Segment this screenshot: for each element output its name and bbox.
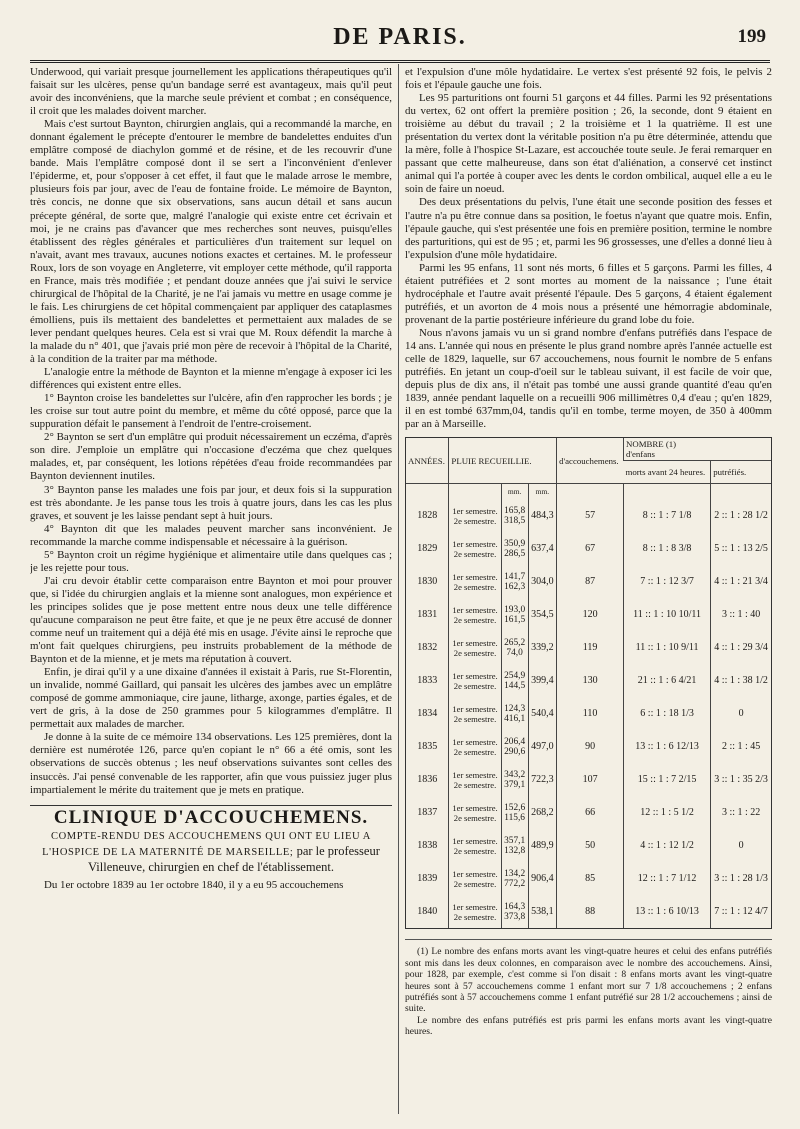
cell-morts: 8 :: 1 : 7 1/8 xyxy=(624,499,711,532)
cell-accouchemens: 90 xyxy=(557,730,624,763)
left-column xyxy=(30,66,392,1111)
semester-2-value: 373,8 xyxy=(504,911,526,922)
cell-morts: 11 :: 1 : 10 9/11 xyxy=(624,631,711,664)
semester-1-label: 1er semestre. xyxy=(452,703,498,714)
paragraph: Enfin, je dirai qu'il y a une dixaine d'années il existait à Paris, rue St-Florentin, un invalide, nommé Gaillard, qui pansait les ulcères des jambes avec un emplâtre composé de gomme ammoniaque, cire jaune, litharge, axonge, parties égales, et de vert de gris, à la dose de 250 grammes pour 5 kilogrammes d'emplâtre. Il permettait aux malades de marcher. xyxy=(30,666,392,731)
cell-accouchemens: 120 xyxy=(557,598,624,631)
cell-semesters xyxy=(449,499,501,532)
semester-1-value: 350,9 xyxy=(504,538,526,549)
cell-rain-total: 722,3 xyxy=(528,763,557,796)
footnote: (1) Le nombre des enfans morts avant les vingt-quatre heures et celui des enfans putréfiés sont mis dans les deux colonnes, en comparaison avec le nombre des accouchemens. Ainsi, pour 1828, par exemple, c'est comme si l'on disait : 8 enfans morts avant les vingt-quatre heures sont à 57 accouchemens comme 1 enfant mort sur 7 1/8 accouchemens ; 2 enfans putréfiés sont à 57 accouchemens comme 1 enfant putréfié sur 28 1/2 accouchemens ; ainsi de suite. xyxy=(405,946,772,1015)
cell-rain-total: 540,4 xyxy=(528,697,557,730)
cell-morts: 4 :: 1 : 12 1/2 xyxy=(624,829,711,862)
semester-2-label: 2e semestre. xyxy=(453,581,497,592)
header-accouchemens: d'accouchemens. xyxy=(557,438,624,484)
paragraph: Underwood, qui variait presque journellement les applications thérapeutiques qu'il faisait sur les ulcères, pense qu'un bandage serré est avantageux, mais qu'il peut avoir des inconvéniens, que la marche seule prévient et combat ; en conséquence, il croit que les malades doivent marcher. xyxy=(30,66,392,118)
cell-rain-total: 354,5 xyxy=(528,598,557,631)
running-title: DE PARIS. xyxy=(333,24,467,50)
cell-morts: 13 :: 1 : 6 12/13 xyxy=(624,730,711,763)
semester-2-label: 2e semestre. xyxy=(453,779,497,790)
semester-1-label: 1er semestre. xyxy=(452,538,498,549)
stats-table xyxy=(406,438,771,928)
header-rule xyxy=(30,60,770,63)
semester-2-label: 2e semestre. xyxy=(453,713,497,724)
cell-accouchemens: 87 xyxy=(557,565,624,598)
section-subtitle-rest: par le professeur Villeneuve, chirurgien en chef de l'établissement. xyxy=(88,843,380,874)
cell-putrefies: 3 :: 1 : 22 xyxy=(711,796,771,829)
cell-morts: 7 :: 1 : 12 3/7 xyxy=(624,565,711,598)
semester-1-value: 152,6 xyxy=(504,802,526,813)
cell-morts: 8 :: 1 : 8 3/8 xyxy=(624,532,711,565)
cell-semesters xyxy=(449,829,501,862)
unit-empty xyxy=(449,484,501,500)
cell-rain-values xyxy=(501,829,528,862)
cell-morts: 11 :: 1 : 10 10/11 xyxy=(624,598,711,631)
semester-1-value: 254,9 xyxy=(504,670,526,681)
right-column xyxy=(405,66,772,1111)
cell-rain-total: 497,0 xyxy=(528,730,557,763)
semester-1-label: 1er semestre. xyxy=(452,835,498,846)
table-row xyxy=(406,532,771,565)
cell-year: 1831 xyxy=(417,609,438,621)
cell-rain-total: 906,4 xyxy=(528,862,557,895)
semester-1-value: 164,3 xyxy=(504,901,526,912)
semester-1-value: 141,7 xyxy=(504,571,526,582)
semester-2-label: 2e semestre. xyxy=(453,878,497,889)
paragraph: Des deux présentations du pelvis, l'une était une seconde position des fesses et l'autre n'a pu être connue dans sa position, le foetus n'ayant que quatre mois. Enfin, l'épaule gauche, qui s'est présentée une fois en première position, termine le nombre des parturitions, qui est de 95 ; et, parmi les 96 grossesses, une d'elles a donné lieu à l'expulsion d'une môle hydatidaire. xyxy=(405,196,772,261)
page-header xyxy=(30,18,770,58)
semester-1-label: 1er semestre. xyxy=(452,868,498,879)
section-intro: Du 1er octobre 1839 au 1er octobre 1840, il y a eu 95 accouchemens xyxy=(44,878,344,891)
table-row xyxy=(406,664,771,697)
table-row xyxy=(406,829,771,862)
table-row xyxy=(406,631,771,664)
cell-rain-total: 304,0 xyxy=(528,565,557,598)
semester-1-label: 1er semestre. xyxy=(452,901,498,912)
semester-1-label: 1er semestre. xyxy=(452,670,498,681)
semester-1-value: 206,4 xyxy=(504,736,526,747)
semester-2-label: 2e semestre. xyxy=(453,812,497,823)
cell-accouchemens: 57 xyxy=(557,499,624,532)
paragraph: Je donne à la suite de ce mémoire 134 observations. Les 125 premières, dont la dernière est numérotée 126, parce qu'en copiant le n° 66 a été omis, sont les observations de succès obtenus ; les neuf observations suivantes sont celles des insuccès. J'ai pensé convenable de les rapporter, afin que vous puissiez juger plus impartialement le mérite du traitement que je mets en pratique. xyxy=(30,731,392,796)
cell-year: 1832 xyxy=(417,642,438,654)
cell-rain-values xyxy=(501,862,528,895)
header-morts: morts avant 24 heures. xyxy=(624,461,711,484)
table-row xyxy=(406,730,771,763)
cell-semesters xyxy=(449,862,501,895)
cell-semesters xyxy=(449,598,501,631)
cell-rain-values xyxy=(501,565,528,598)
cell-morts: 12 :: 1 : 5 1/2 xyxy=(624,796,711,829)
cell-rain-values xyxy=(501,499,528,532)
cell-putrefies: 3 :: 1 : 40 xyxy=(711,598,771,631)
paragraph: 2° Baynton se sert d'un emplâtre qui produit nécessairement un eczéma, d'après son dire. J'emploie un emplâtre qui n'occasione d'eczéma que chez quelques malades, et, par conséquent, les lotions répétées d'eau froide recommandées par Baynton deviennent inutiles. xyxy=(30,431,392,483)
section-title: CLINIQUE D'ACCOUCHEMENS. xyxy=(30,805,392,824)
cell-semesters xyxy=(449,697,501,730)
cell-accouchemens: 107 xyxy=(557,763,624,796)
semester-2-value: 115,6 xyxy=(504,812,525,823)
semester-2-value: 74,0 xyxy=(506,647,523,658)
cell-rain-values xyxy=(501,730,528,763)
unit-label: mm. xyxy=(528,484,557,500)
table-body xyxy=(406,484,771,929)
paragraph: Parmi les 95 enfans, 11 sont nés morts, 6 filles et 5 garçons. Parmi les filles, 4 étaient putréfiées et 2 sont mortes au moment de la naissance ; l'une était hydrocéphale et l'autre avait présenté l'épaule. Des 5 garçons, 4 étaient également putréfiés, et un avorton de 4 mois nous a présenté une hémorragie abdominale, provenant de la partie postérieure inférieure du grand lobe du foie. xyxy=(405,261,772,326)
cell-putrefies: 2 :: 1 : 45 xyxy=(711,730,771,763)
cell-morts: 21 :: 1 : 6 4/21 xyxy=(624,664,711,697)
cell-year: 1838 xyxy=(417,840,438,852)
unit-empty xyxy=(711,484,771,500)
cell-putrefies: 0 xyxy=(711,697,771,730)
footnote: Le nombre des enfans putréfiés est pris parmi les enfans morts avant les vingt-quatre heures. xyxy=(405,1014,772,1038)
semester-1-value: 343,2 xyxy=(504,769,526,780)
cell-accouchemens: 67 xyxy=(557,532,624,565)
semester-1-value: 265,2 xyxy=(504,637,526,648)
cell-year: 1836 xyxy=(417,774,438,786)
paragraph: Les 95 parturitions ont fourni 51 garçons et 44 filles. Parmi les 92 présentations du vertex, 62 ont offert la première position ; 26, la seconde, dont 9 étaient en troisième au début du travail ; 2 la troisième et 1 la quatrième. Il est une présentation du vertex dont la véritable position n'a pu être déterminée, attendu que la mère, folle à l'hospice St-Lazare, est accouchée toute seule. Je ferai remarquer en passant que cette malheureuse, dans son état d'aliénation, a conservé cet instinct animal qui l'a portée à couper avec les dents le cordon ombilical, auquel elle a eu le soin de faire un noeud. xyxy=(405,92,772,196)
semester-2-value: 161,5 xyxy=(504,614,526,625)
table-row xyxy=(406,697,771,730)
paragraph: 1° Baynton croise les bandelettes sur l'ulcère, afin d'en rapprocher les bords ; je les croise sur tout autre point du membre, et même du côté opposé, parce que la suppuration défait le pansement à l'endroit de l'entre-croisement. xyxy=(30,392,392,431)
cell-year: 1830 xyxy=(417,576,438,588)
cell-semesters xyxy=(449,532,501,565)
cell-putrefies: 4 :: 1 : 38 1/2 xyxy=(711,664,771,697)
semester-2-label: 2e semestre. xyxy=(453,647,497,658)
semester-1-label: 1er semestre. xyxy=(452,736,498,747)
paragraph: et l'expulsion d'une môle hydatidaire. Le vertex s'est présenté 92 fois, le pelvis 2 fois et l'épaule gauche une fois. xyxy=(405,66,772,92)
semester-2-value: 144,5 xyxy=(504,680,526,691)
unit-empty xyxy=(406,484,449,500)
cell-accouchemens: 50 xyxy=(557,829,624,862)
cell-accouchemens: 66 xyxy=(557,796,624,829)
unit-label: mm. xyxy=(501,484,528,500)
cell-rain-values xyxy=(501,631,528,664)
cell-morts: 15 :: 1 : 7 2/15 xyxy=(624,763,711,796)
semester-1-label: 1er semestre. xyxy=(452,604,498,615)
cell-putrefies: 5 :: 1 : 13 2/5 xyxy=(711,532,771,565)
unit-empty xyxy=(624,484,711,500)
cell-year: 1833 xyxy=(417,675,438,687)
header-pluie: PLUIE RECUEILLIE. xyxy=(449,438,557,484)
header-nombre-label: NOMBRE (1) xyxy=(626,439,677,450)
semester-1-label: 1er semestre. xyxy=(452,505,498,516)
semester-2-value: 290,6 xyxy=(504,746,526,757)
cell-semesters xyxy=(449,631,501,664)
cell-rain-total: 268,2 xyxy=(528,796,557,829)
semester-2-label: 2e semestre. xyxy=(453,746,497,757)
semester-2-value: 162,3 xyxy=(504,581,526,592)
cell-putrefies: 7 :: 1 : 12 4/7 xyxy=(711,895,771,928)
cell-year: 1828 xyxy=(417,510,438,522)
table-row xyxy=(406,796,771,829)
rainfall-table xyxy=(405,437,772,929)
semester-2-value: 379,1 xyxy=(504,779,526,790)
cell-year: 1829 xyxy=(417,543,438,555)
units-row xyxy=(406,484,771,500)
cell-putrefies: 3 :: 1 : 35 2/3 xyxy=(711,763,771,796)
cell-accouchemens: 130 xyxy=(557,664,624,697)
section-subtitle-caps: COMPTE-RENDU DES ACCOUCHEMENS QUI ONT EU LIEU A L'HOSPICE DE LA MATERNITÉ DE MARSEILLE; xyxy=(42,830,371,858)
cell-rain-values xyxy=(501,796,528,829)
footnotes xyxy=(405,939,772,1037)
cell-semesters xyxy=(449,565,501,598)
cell-rain-values xyxy=(501,763,528,796)
semester-1-value: 134,2 xyxy=(504,868,526,879)
cell-year: 1837 xyxy=(417,807,438,819)
cell-accouchemens: 85 xyxy=(557,862,624,895)
semester-2-label: 2e semestre. xyxy=(453,911,497,922)
semester-1-value: 357,1 xyxy=(504,835,526,846)
paragraph: Nous n'avons jamais vu un si grand nombre d'enfans putréfiés dans l'espace de 14 ans. L'année qui nous en présente le plus grand nombre après l'année actuelle est celle de 1829, laquelle, sur 67 accouchemens, nous fournit le nombre de 5 enfans putréfiés. En jetant un coup-d'oeil sur le tableau suivant, il est facile de voir que, depuis plus de dix ans, il n'était pas tombé une aussi grande quantité d'eau qu'en 1839, année pendant laquelle on a recueilli 906 millimètres 0,4 d'eau ; qu'en 1829, il en est tombé 637mm,04, tandis qu'il en tombe, terme moyen, de 350 à 400mm par an à Marseille. xyxy=(405,326,772,431)
cell-morts: 12 :: 1 : 7 1/12 xyxy=(624,862,711,895)
semester-2-label: 2e semestre. xyxy=(453,548,497,559)
semester-1-label: 1er semestre. xyxy=(452,769,498,780)
cell-putrefies: 4 :: 1 : 21 3/4 xyxy=(711,565,771,598)
section-subtitle xyxy=(30,828,392,875)
paragraph: 4° Baynton dit que les malades peuvent marcher sans inconvénient. Je recommande la marche comme indispensable et nécessaire à la guérison. xyxy=(30,522,392,548)
cell-accouchemens: 110 xyxy=(557,697,624,730)
semester-1-label: 1er semestre. xyxy=(452,802,498,813)
cell-year: 1835 xyxy=(417,741,438,753)
semester-2-label: 2e semestre. xyxy=(453,680,497,691)
cell-semesters xyxy=(449,895,501,928)
table-row xyxy=(406,763,771,796)
cell-year: 1840 xyxy=(417,906,438,918)
cell-rain-total: 538,1 xyxy=(528,895,557,928)
table-row xyxy=(406,598,771,631)
semester-1-label: 1er semestre. xyxy=(452,637,498,648)
cell-putrefies: 0 xyxy=(711,829,771,862)
cell-rain-total: 399,4 xyxy=(528,664,557,697)
cell-putrefies: 3 :: 1 : 28 1/3 xyxy=(711,862,771,895)
header-nombre xyxy=(624,438,772,461)
column-divider xyxy=(398,64,399,1114)
cell-accouchemens: 88 xyxy=(557,895,624,928)
cell-rain-values xyxy=(501,697,528,730)
cell-year: 1839 xyxy=(417,873,438,885)
cell-semesters xyxy=(449,796,501,829)
cell-year: 1834 xyxy=(417,708,438,720)
semester-2-label: 2e semestre. xyxy=(453,515,497,526)
semester-2-label: 2e semestre. xyxy=(453,845,497,856)
cell-semesters xyxy=(449,763,501,796)
cell-accouchemens: 119 xyxy=(557,631,624,664)
paragraph: J'ai cru devoir établir cette comparaison entre Baynton et moi pour prouver que, si l'idée du chirurgien anglais et la mienne sont analogues, mon expérience et les principes solides que je pose mettent entre nous deux une telle différence qu'aucune comparaison ne peut être faite, et que je ne peux être accusé de donner comme neuf un traitement qui a déjà été mis en usage. J'évite ainsi le reproche que m'ont fait quelques chirurgiens, peu instruits probablement de la méthode de Baynton et de la mienne, et je mets ma réputation à couvert. xyxy=(30,574,392,666)
table-row xyxy=(406,499,771,532)
cell-rain-total: 339,2 xyxy=(528,631,557,664)
cell-morts: 6 :: 1 : 18 1/3 xyxy=(624,697,711,730)
cell-rain-values xyxy=(501,895,528,928)
semester-2-value: 286,5 xyxy=(504,548,526,559)
header-putrefies: putréfiés. xyxy=(711,461,771,484)
semester-2-label: 2e semestre. xyxy=(453,614,497,625)
semester-1-label: 1er semestre. xyxy=(452,571,498,582)
cell-rain-total: 637,4 xyxy=(528,532,557,565)
semester-1-value: 165,8 xyxy=(504,505,526,516)
unit-empty xyxy=(557,484,624,500)
table-row xyxy=(406,895,771,928)
semester-1-value: 193,0 xyxy=(504,604,526,615)
cell-rain-values xyxy=(501,532,528,565)
semester-2-value: 416,1 xyxy=(504,713,526,724)
cell-semesters xyxy=(449,664,501,697)
cell-rain-values xyxy=(501,598,528,631)
cell-morts: 13 :: 1 : 6 10/13 xyxy=(624,895,711,928)
cell-rain-values xyxy=(501,664,528,697)
paragraph: Mais c'est surtout Baynton, chirurgien anglais, qui a recommandé la marche, en donnant également le précepte d'entourer le membre de bandelettes enduites d'un emplâtre composé de diachylon gommé et de résine, et de les recouvrir d'une bande. Mais l'emplâtre composé dont il se sert a l'inconvénient d'enlever l'épiderme, et, pour s'opposer à cet effet, il faut que le malade arrose le membre, plusieurs fois par jour, avec de l'eau de fontaine froide. Le mémoire de Baynton, très concis, ne donne que six observations, sans aucun détail et sans aucun précepte général, de sorte que, malgré l'analogie qui existe entre cet écrivain et moi, je ne crains pas d'avancer que mes recherches sont neuves, puisqu'elles établissent des règles générales et particulières d'un traitement sur lequel on n'avait, avant mes travaux, aucunes notions exactes et certaines. M. le professeur Roux, lors de son voyage en Angleterre, vit employer cette méthode, qu'il rapporta en France, mais très modifiée ; et pendant douze années que j'ai suivi le service chirurgical de l'hôpital de la Charité, je ne l'ai jamais vu mettre en usage comme je le fais. Les chirurgiens de cet hôpital commençaient par appliquer des cataplasmes émolliens, puis ils mettaient des bandelettes et permettaient aux malades de se lever pendant quelques heures. Cela est si vrai que M. Roux défendit la marche à la malade du n° 401, que j'avais prié mon père de recevoir à l'hôpital de la Charité, à la condition de la traiter par ma méthode. xyxy=(30,118,392,366)
cell-putrefies: 2 :: 1 : 28 1/2 xyxy=(711,499,771,532)
cell-rain-total: 484,3 xyxy=(528,499,557,532)
semester-2-value: 772,2 xyxy=(504,878,526,889)
paragraph: 3° Baynton panse les malades une fois par jour, et deux fois si la suppuration est très abondante. Je les panse tous les trois à quatre jours, dans les cas les plus graves, et souvent je les laisse pendant sept à huit jours. xyxy=(30,483,392,522)
semester-2-value: 132,8 xyxy=(504,845,526,856)
cell-semesters xyxy=(449,730,501,763)
cell-putrefies: 4 :: 1 : 29 3/4 xyxy=(711,631,771,664)
paragraph: 5° Baynton croit un régime hygiénique et alimentaire utile dans quelques cas ; je les rejette pour tous. xyxy=(30,548,392,574)
header-annees: ANNÉES. xyxy=(406,438,449,484)
semester-2-value: 318,5 xyxy=(504,515,526,526)
paragraph: L'analogie entre la méthode de Baynton et la mienne m'engage à exposer ici les différences qui existent entre elles. xyxy=(30,366,392,392)
table-row xyxy=(406,862,771,895)
cell-rain-total: 489,9 xyxy=(528,829,557,862)
semester-1-value: 124,3 xyxy=(504,703,526,714)
page-number: 199 xyxy=(737,26,766,47)
table-row xyxy=(406,565,771,598)
header-enfans-label: d'enfans xyxy=(626,449,655,460)
